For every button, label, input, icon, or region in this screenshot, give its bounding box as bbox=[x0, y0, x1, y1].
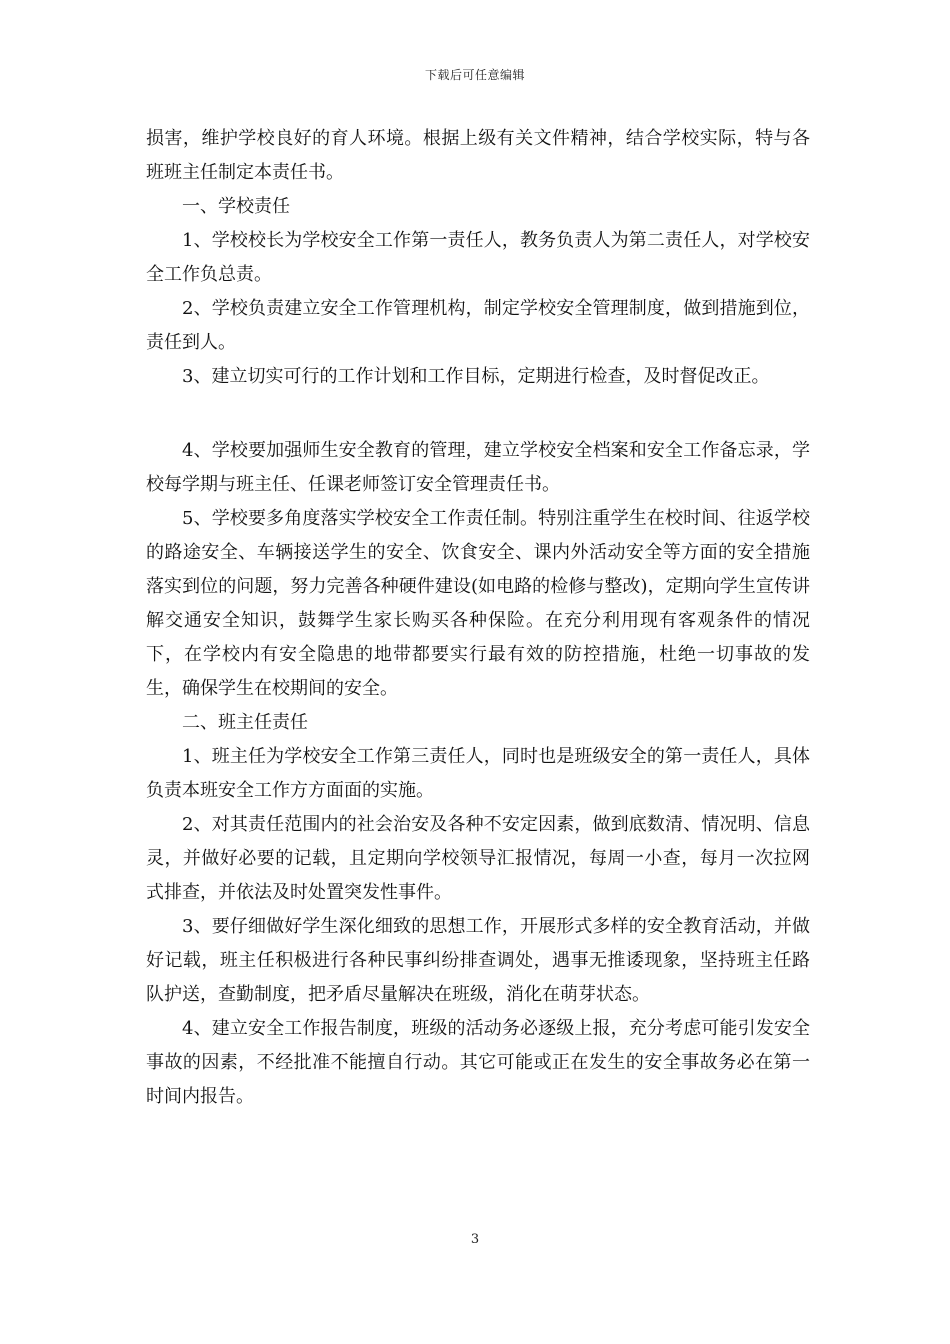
paragraph-teacher-item-2: 2、对其责任范围内的社会治安及各种不安定因素，做到底数清、情况明、信息灵，并做好必要的记载，且定期向学校领导汇报情况，每周一小查，每月一次拉网式排查，并依法及时处置突发性事件。 bbox=[146, 814, 810, 903]
paragraph-school-item-2: 2、学校负责建立安全工作管理机构，制定学校安全管理制度，做到措施到位，责任到人。 bbox=[146, 298, 810, 353]
page-header: 下载后可任意编辑 bbox=[424, 68, 525, 82]
page-number: 3 bbox=[470, 1232, 480, 1247]
paragraph-school-item-4: 4、学校要加强师生安全教育的管理，建立学校安全档案和安全工作备忘录，学校每学期与班主任、任课老师签订安全管理责任书。 bbox=[146, 440, 810, 495]
paragraph-teacher-item-1: 1、班主任为学校安全工作第三责任人，同时也是班级安全的第一责任人，具体负责本班安全工作方方面面的实施。 bbox=[146, 746, 810, 801]
blank-line bbox=[146, 394, 810, 434]
paragraph-school-item-3: 3、建立切实可行的工作计划和工作目标，定期进行检查，及时督促改正。 bbox=[182, 366, 770, 387]
paragraph-teacher-item-4: 4、建立安全工作报告制度，班级的活动务必逐级上报，充分考虑可能引发安全事故的因素，不经批准不能擅自行动。其它可能或正在发生的安全事故务必在第一时间内报告。 bbox=[146, 1018, 810, 1107]
paragraph-school-item-5: 5、学校要多角度落实学校安全工作责任制。特别注重学生在校时间、往返学校的路途安全、车辆接送学生的安全、饮食安全、课内外活动安全等方面的安全措施落实到位的问题，努力完善各种硬件建设(如电路的检修与整改)，定期向学生宣传讲解交通安全知识，鼓舞学生家长购买各种保险。在充分利用现有客观条件的情况下，在学校内有安全隐患的地带都要实行最有效的防控措施，杜绝一切事故的发生，确保学生在校期间的安全。 bbox=[146, 508, 810, 699]
paragraph-intro-continuation: 损害，维护学校良好的育人环境。根据上级有关文件精神，结合学校实际，特与各班班主任制定本责任书。 bbox=[146, 128, 810, 183]
section-heading-teacher-responsibility: 二、班主任责任 bbox=[182, 712, 308, 733]
section-heading-school-responsibility: 一、学校责任 bbox=[182, 196, 290, 217]
document-body bbox=[146, 122, 810, 1114]
paragraph-teacher-item-3: 3、要仔细做好学生深化细致的思想工作，开展形式多样的安全教育活动，并做好记载，班主任积极进行各种民事纠纷排查调处，遇事无推诿现象，坚持班主任路队护送，查勤制度，把矛盾尽量解决在班级，消化在萌芽状态。 bbox=[146, 916, 810, 1005]
paragraph-school-item-1: 1、学校校长为学校安全工作第一责任人，教务负责人为第二责任人，对学校安全工作负总责。 bbox=[146, 230, 810, 285]
